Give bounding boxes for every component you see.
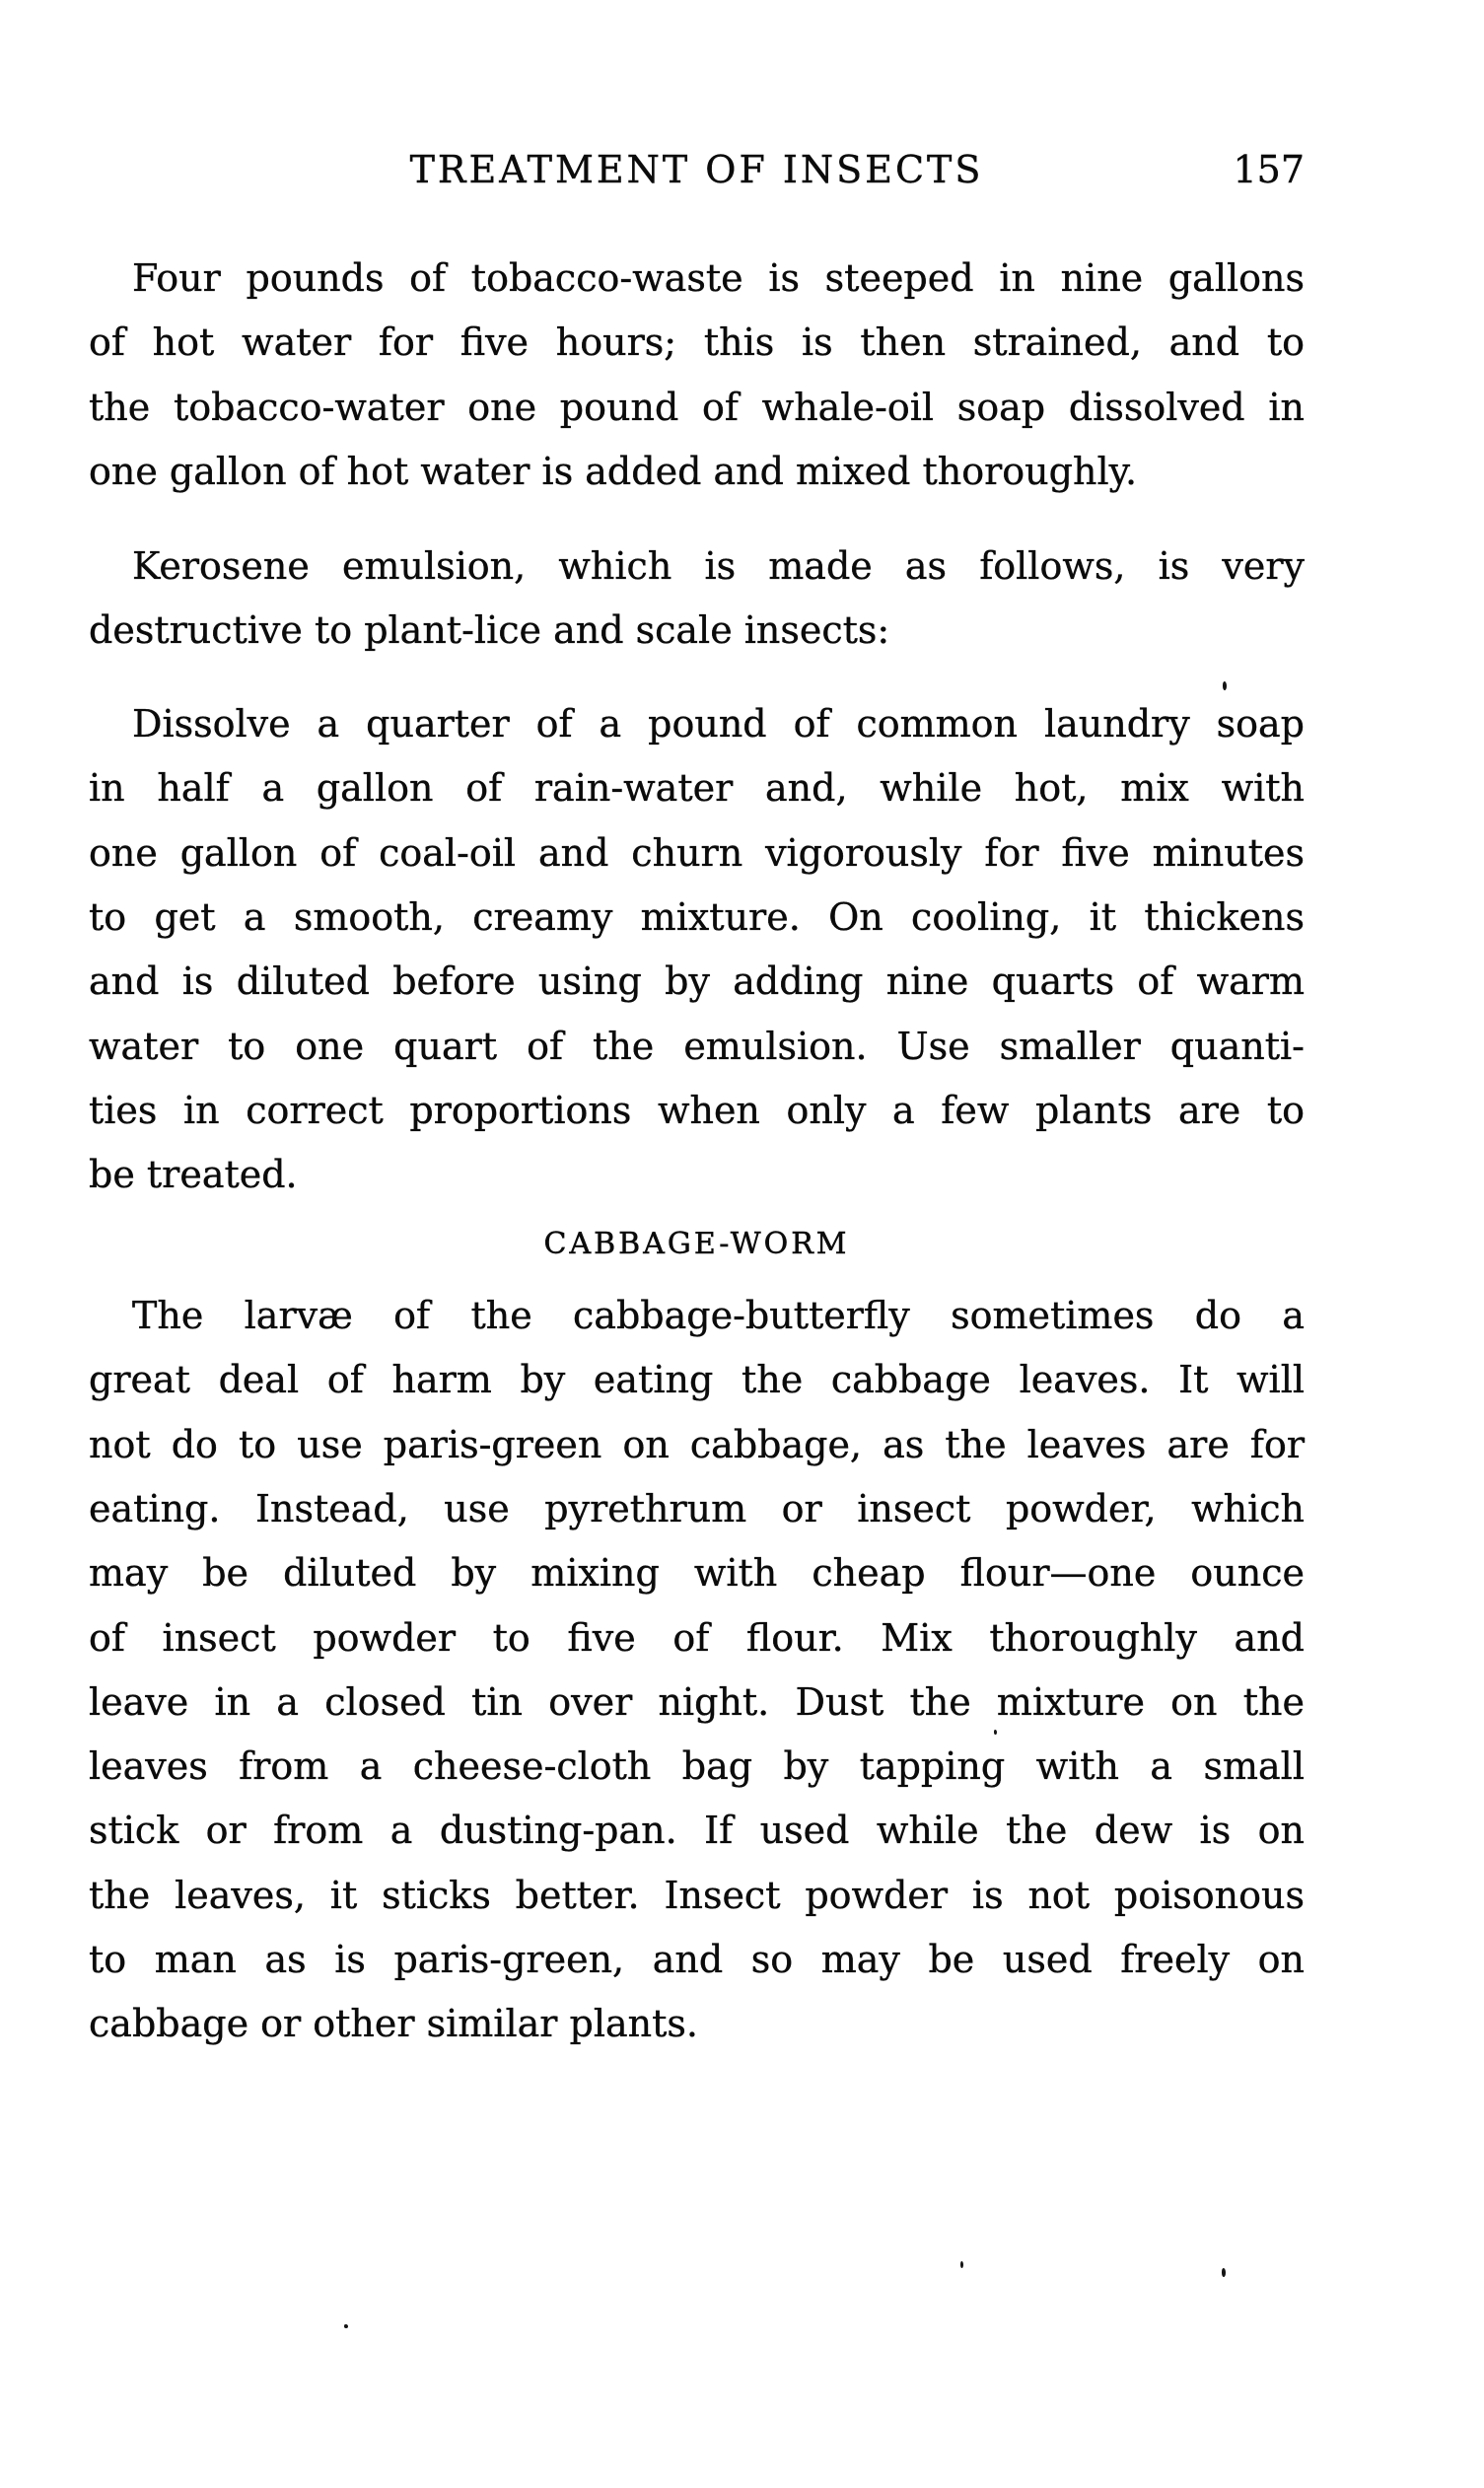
body-line: stick or from a dusting-pan. If used while the dew is on bbox=[89, 1809, 1305, 1852]
body-line: eating. Instead, use pyrethrum or insect powder, which bbox=[89, 1487, 1305, 1530]
scan-speck bbox=[344, 2324, 348, 2328]
body-line: leave in a closed tin over night. Dust the mixture on the bbox=[89, 1680, 1305, 1724]
scan-speck bbox=[960, 2261, 963, 2268]
body-line: in half a gallon of rain-water and, while hot, mix with bbox=[89, 766, 1305, 810]
body-line: be treated. bbox=[89, 1153, 298, 1196]
body-line: water to one quart of the emulsion. Use smaller quanti- bbox=[89, 1025, 1305, 1068]
body-line: The larvæ of the cabbage-butterfly sometimes do a bbox=[132, 1294, 1305, 1337]
body-line: of hot water for five hours; this is then strained, and to bbox=[89, 320, 1305, 364]
body-line: not do to use paris-green on cabbage, as the leaves are for bbox=[89, 1423, 1305, 1466]
body-line: Four pounds of tobacco-waste is steeped in nine gallons bbox=[132, 256, 1305, 300]
body-line: and is diluted before using by adding nine quarts of warm bbox=[89, 960, 1305, 1003]
body-line: may be diluted by mixing with cheap flour—one ounce bbox=[89, 1551, 1305, 1595]
scan-speck bbox=[1223, 681, 1227, 690]
body-line: leaves from a cheese-cloth bag by tapping with a small bbox=[89, 1744, 1305, 1788]
body-line: ties in correct proportions when only a few plants are to bbox=[89, 1089, 1305, 1132]
body-line: cabbage or other similar plants. bbox=[89, 2002, 698, 2045]
body-line: to get a smooth, creamy mixture. On cooling, it thickens bbox=[89, 895, 1305, 939]
scan-speck bbox=[994, 1730, 997, 1735]
page-header-title: TREATMENT OF INSECTS bbox=[409, 148, 984, 191]
body-line: to man as is paris-green, and so may be used freely on bbox=[89, 1938, 1305, 1981]
body-line: the tobacco-water one pound of whale-oil soap dissolved in bbox=[89, 386, 1305, 429]
body-line: one gallon of coal-oil and churn vigorously for five minutes bbox=[89, 831, 1305, 875]
section-heading: CABBAGE-WORM bbox=[543, 1227, 850, 1261]
body-line: Dissolve a quarter of a pound of common laundry soap bbox=[132, 702, 1305, 746]
body-line: great deal of harm by eating the cabbage leaves. It will bbox=[89, 1358, 1305, 1401]
body-line: one gallon of hot water is added and mixed thoroughly. bbox=[89, 450, 1138, 493]
body-line: Kerosene emulsion, which is made as follows, is very bbox=[132, 544, 1305, 588]
running-head bbox=[89, 146, 1305, 193]
page-number: 157 bbox=[1233, 148, 1305, 191]
body-line: of insect powder to five of flour. Mix thoroughly and bbox=[89, 1616, 1305, 1660]
body-line: the leaves, it sticks better. Insect powder is not poisonous bbox=[89, 1874, 1305, 1917]
scan-speck bbox=[1222, 2268, 1226, 2277]
body-line: destructive to plant-lice and scale insects: bbox=[89, 608, 890, 652]
